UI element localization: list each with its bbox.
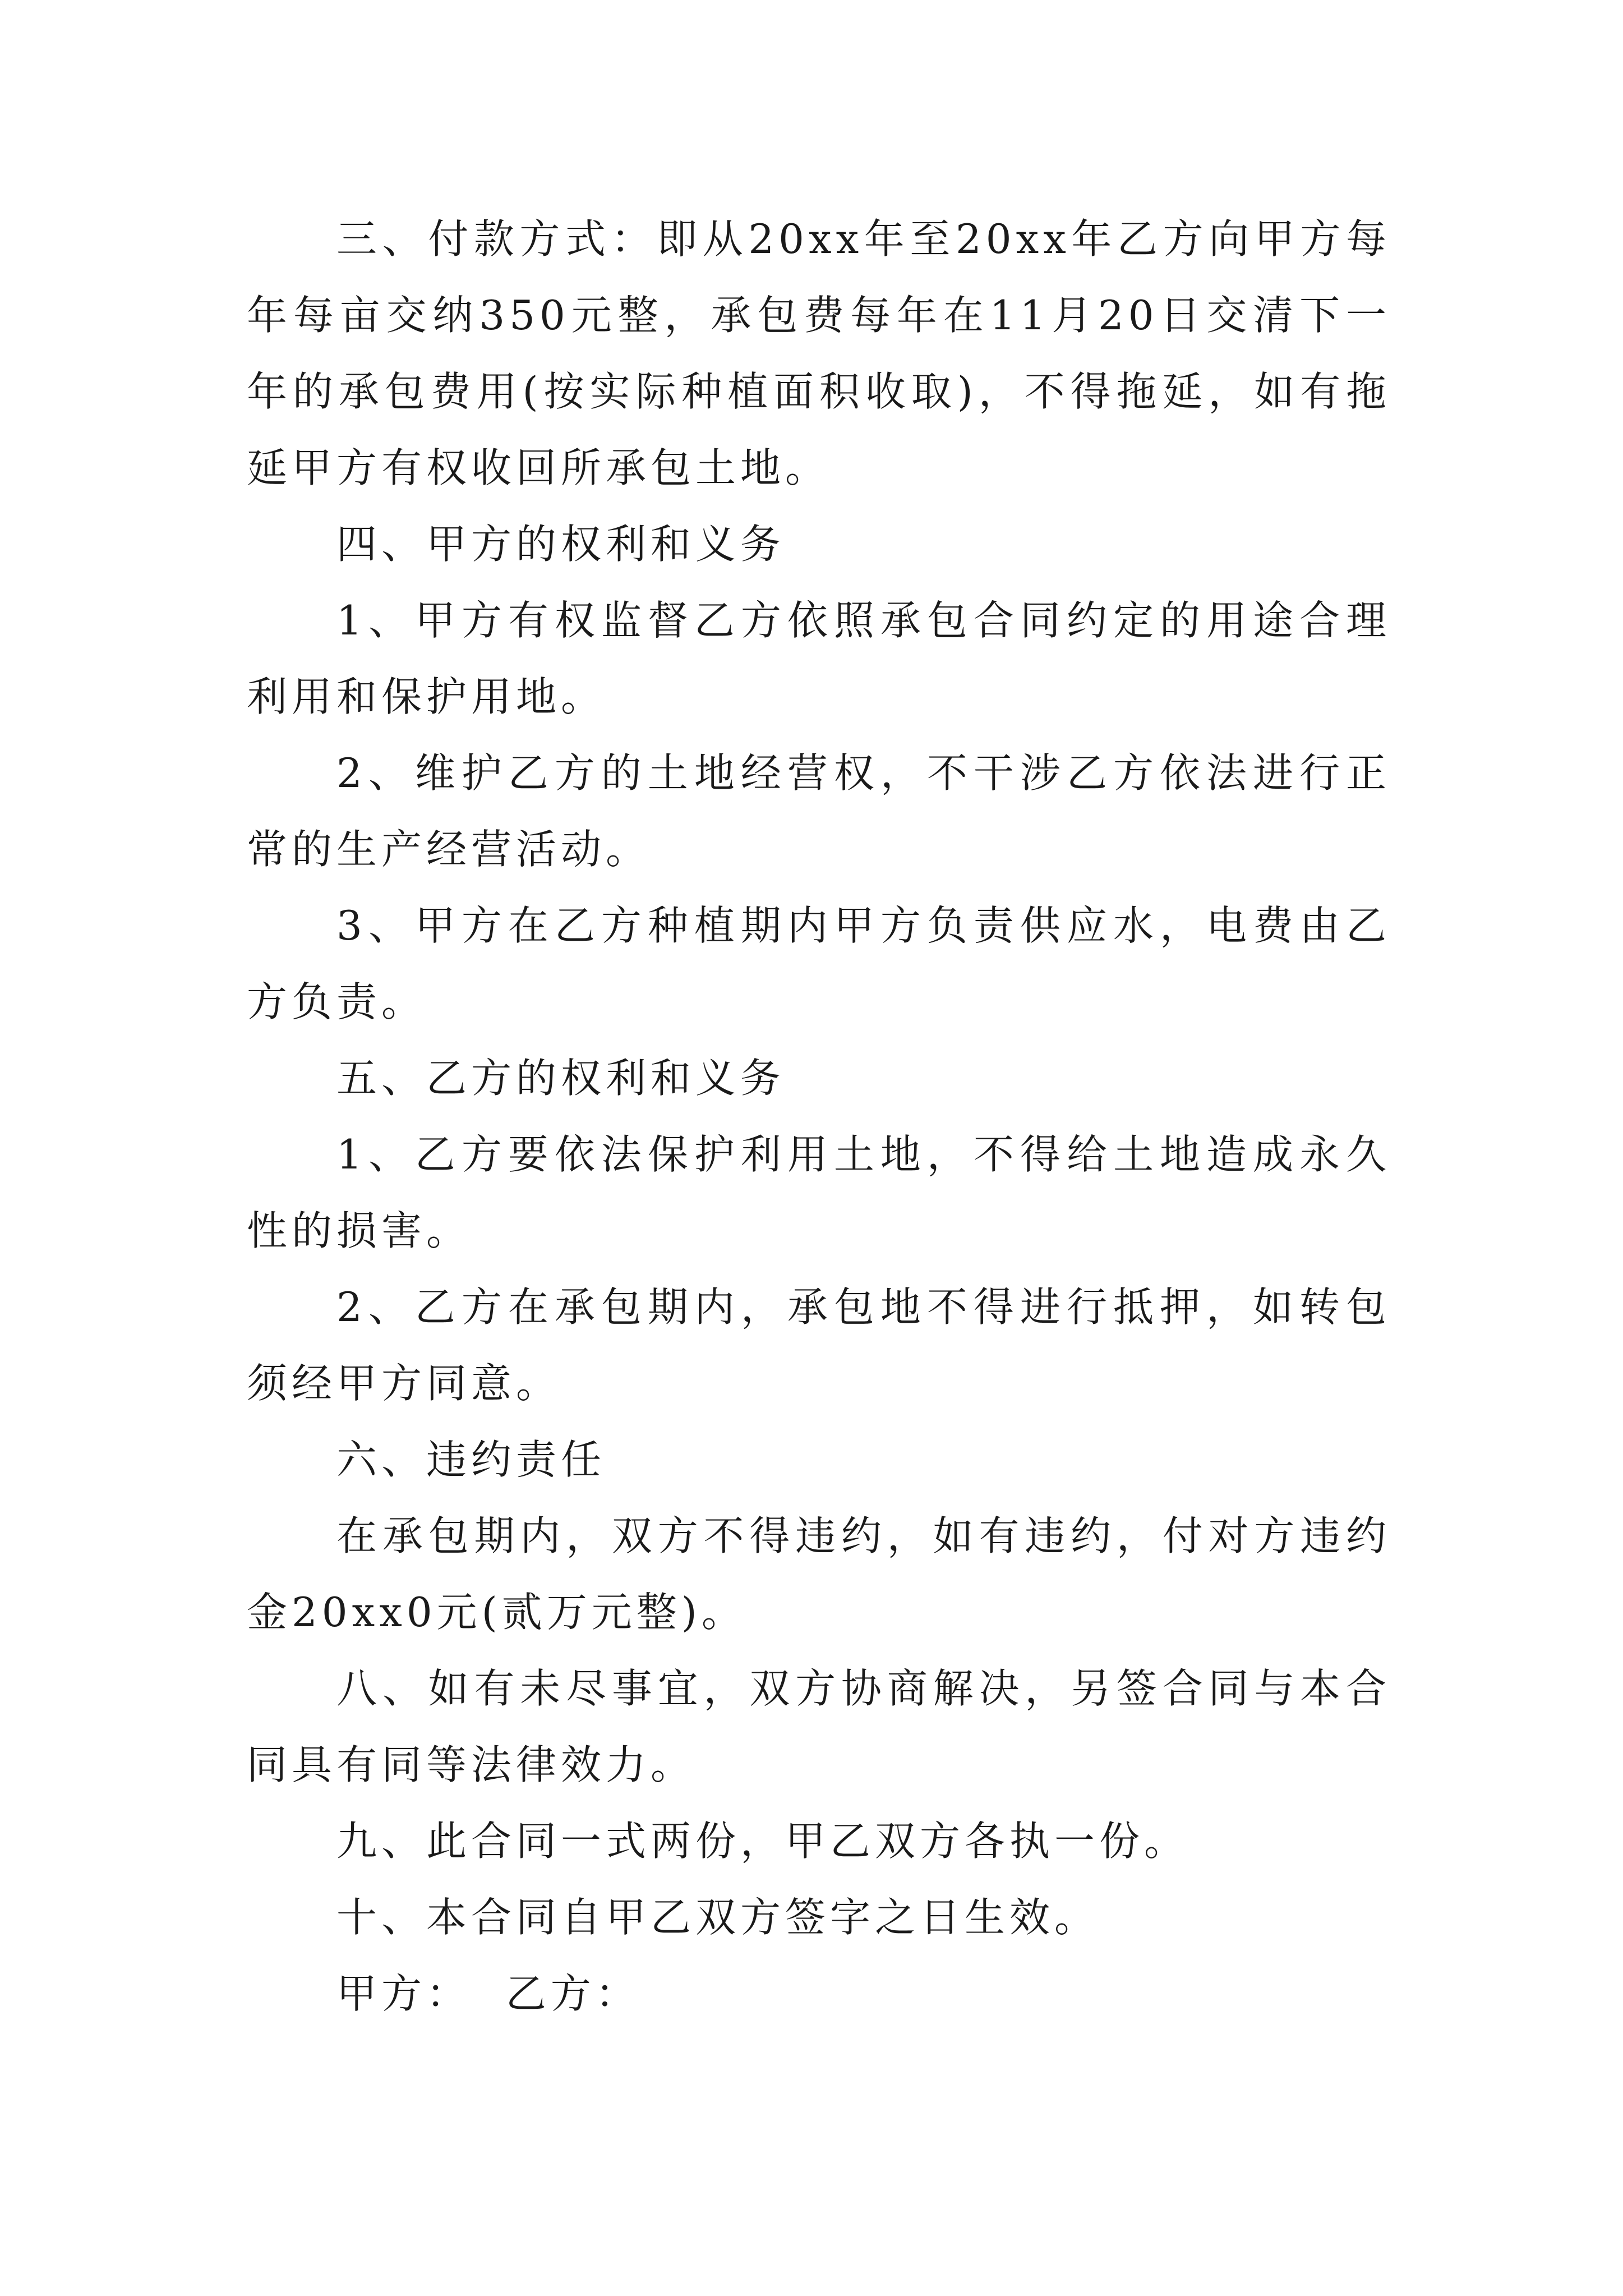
- clause-3-payment: 三、付款方式：即从20xx年至20xx年乙方向甲方每年每亩交纳350元整，承包费每年在11月20日交清下一年的承包费用(按实际种植面积收取)，不得拖延，如有拖延甲方有权收回所承包土地。: [247, 215, 1391, 491]
- clause-4-item-2: 2、维护乙方的土地经营权，不干涉乙方依法进行正常的生产经营活动。: [247, 749, 1391, 873]
- signature-line: 甲方： 乙方：: [336, 1970, 640, 2017]
- contract-body: [247, 201, 1391, 2032]
- clause-6-heading: 六、违约责任: [336, 1436, 606, 1483]
- clause-8-text: 八、如有未尽事宜，双方协商解决，另签合同与本合同具有同等法律效力。: [247, 1665, 1391, 1788]
- clause-10-text: 十、本合同自甲乙双方签字之日生效。: [336, 1894, 1100, 1941]
- clause-5-item-1: 1、乙方要依法保护利用土地，不得给土地造成永久性的损害。: [247, 1131, 1391, 1254]
- clause-5-heading: 五、乙方的权利和义务: [336, 1055, 786, 1102]
- clause-4-item-1: 1、甲方有权监督乙方依照承包合同约定的用途合理利用和保护用地。: [247, 597, 1391, 720]
- clause-9-text: 九、此合同一式两份，甲乙双方各执一份。: [336, 1818, 1189, 1865]
- clause-4-heading: 四、甲方的权利和义务: [336, 521, 786, 568]
- clause-6-text: 在承包期内，双方不得违约，如有违约，付对方违约金20xx0元(贰万元整)。: [247, 1512, 1391, 1636]
- clause-4-item-3: 3、甲方在乙方种植期内甲方负责供应水，电费由乙方负责。: [247, 902, 1391, 1025]
- clause-5-item-2: 2、乙方在承包期内，承包地不得进行抵押，如转包须经甲方同意。: [247, 1283, 1391, 1407]
